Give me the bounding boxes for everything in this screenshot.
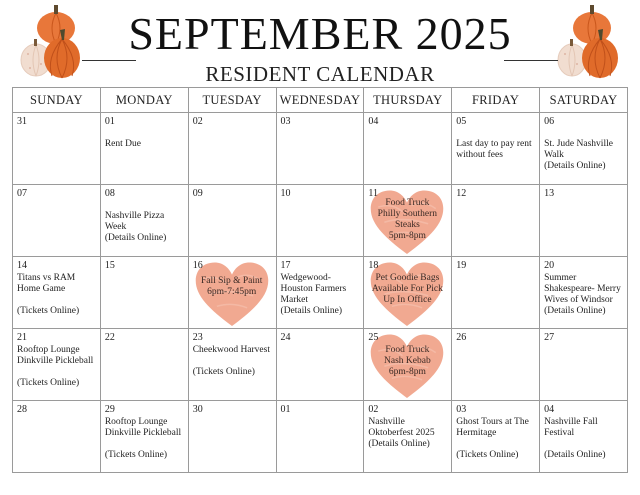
calendar-week-row — [13, 257, 628, 329]
event-text: Fall Sip & Paint 6pm-7:45pm — [200, 276, 263, 297]
day-number: 04 — [544, 404, 555, 415]
weekday-header-sunday: SUNDAY — [13, 88, 101, 113]
weekday-header-monday: MONDAY — [100, 88, 188, 113]
day-number: 31 — [17, 116, 27, 127]
event-text: Rent Due — [104, 139, 141, 149]
day-number: 02 — [192, 116, 203, 127]
day-number: 01 — [104, 116, 115, 127]
calendar-day-cell — [100, 329, 188, 401]
day-number: 16 — [192, 260, 203, 271]
calendar-day-cell — [452, 257, 540, 329]
calendar-day-cell — [188, 401, 276, 473]
day-number: 20 — [544, 260, 555, 271]
calendar-day-cell — [452, 113, 540, 185]
calendar-week-row — [13, 329, 628, 401]
calendar-day-cell — [13, 113, 101, 185]
day-number: 02 — [368, 404, 379, 415]
day-number: 15 — [104, 260, 115, 271]
event-text: Rooftop Lounge Dinkville Pickleball (Tickets Online) — [104, 417, 182, 460]
weekday-header-friday: FRIDAY — [452, 88, 540, 113]
calendar-day-cell — [100, 401, 188, 473]
day-number: 05 — [456, 116, 467, 127]
title-divider-right — [504, 60, 558, 61]
day-number: 14 — [17, 260, 27, 271]
calendar-title: SEPTEMBER 2025 — [128, 8, 512, 59]
event-text: Cheekwood Harvest (Tickets Online) — [192, 345, 270, 377]
title-divider-left — [82, 60, 136, 61]
calendar-day-cell — [276, 257, 364, 329]
calendar-day-cell — [13, 401, 101, 473]
day-number: 07 — [17, 188, 27, 199]
calendar-day-cell — [188, 185, 276, 257]
calendar-day-cell — [188, 329, 276, 401]
calendar-day-cell — [540, 329, 628, 401]
day-number: 25 — [368, 332, 379, 343]
calendar-day-cell — [364, 401, 452, 473]
calendar-day-cell — [100, 257, 188, 329]
calendar-day-cell — [452, 401, 540, 473]
calendar-weeks — [13, 113, 628, 473]
day-number: 17 — [280, 260, 291, 271]
day-number: 21 — [17, 332, 27, 343]
calendar-day-cell — [540, 185, 628, 257]
event-text: Titans vs RAM Home Game (Tickets Online) — [17, 273, 80, 316]
calendar-day-cell — [452, 329, 540, 401]
day-number: 24 — [280, 332, 291, 343]
calendar-day-cell — [540, 113, 628, 185]
day-number: 26 — [456, 332, 467, 343]
weekday-header-wednesday: WEDNESDAY — [276, 88, 364, 113]
event-text: Nashville Pizza Week (Details Online) — [104, 211, 167, 243]
pumpkins-left-decoration — [16, 2, 86, 82]
calendar-day-cell — [276, 113, 364, 185]
day-number: 27 — [544, 332, 555, 343]
day-number: 03 — [456, 404, 467, 415]
event-text: Nashville Oktoberfest 2025 (Details Online) — [368, 417, 435, 449]
weekday-header-tuesday: TUESDAY — [188, 88, 276, 113]
event-text: Pet Goodie Bags Available For Pick Up In Office — [371, 273, 443, 305]
calendar-week-row — [13, 185, 628, 257]
event-text: Food Truck Philly Southern Steaks 5pm-8pm — [377, 198, 438, 241]
calendar-day-cell — [276, 401, 364, 473]
weekday-header-thursday: THURSDAY — [364, 88, 452, 113]
event-text: Rooftop Lounge Dinkville Pickleball (Tickets Online) — [17, 345, 94, 388]
day-number: 04 — [368, 116, 379, 127]
day-number: 22 — [104, 332, 115, 343]
pumpkins-right-decoration — [554, 2, 624, 82]
calendar-day-cell — [100, 185, 188, 257]
event-text: St. Jude Nashville Walk (Details Online) — [544, 139, 613, 171]
calendar-week-row — [13, 113, 628, 185]
calendar-day-cell — [13, 257, 101, 329]
day-number: 08 — [104, 188, 115, 199]
calendar-week-row — [13, 401, 628, 473]
day-number: 01 — [280, 404, 291, 415]
calendar-subtitle: RESIDENT CALENDAR — [205, 62, 435, 86]
day-number: 10 — [280, 188, 291, 199]
calendar-day-cell — [188, 113, 276, 185]
calendar-day-cell — [188, 257, 276, 329]
calendar-day-cell — [452, 185, 540, 257]
calendar-grid — [12, 87, 628, 473]
day-number: 13 — [544, 188, 555, 199]
event-text: Wedgewood- Houston Farmers Market (Details Online) — [280, 273, 347, 316]
day-number: 09 — [192, 188, 203, 199]
day-number: 06 — [544, 116, 555, 127]
day-number: 18 — [368, 260, 379, 271]
event-text: Nashville Fall Festival (Details Online) — [544, 417, 606, 460]
weekday-header-saturday: SATURDAY — [540, 88, 628, 113]
day-number: 23 — [192, 332, 203, 343]
calendar-day-cell — [276, 185, 364, 257]
event-text: Last day to pay rent without fees — [456, 139, 532, 160]
event-text: Ghost Tours at The Hermitage (Tickets Online) — [456, 417, 529, 460]
calendar-day-cell — [364, 185, 452, 257]
day-number: 12 — [456, 188, 467, 199]
day-number: 30 — [192, 404, 203, 415]
calendar-day-cell — [364, 329, 452, 401]
day-number: 11 — [368, 188, 379, 199]
calendar-day-cell — [13, 185, 101, 257]
event-text: Summer Shakespeare- Merry Wives of Windsor (Details Online) — [544, 273, 621, 316]
calendar-day-cell — [540, 401, 628, 473]
event-text: Food Truck Nash Kebab 6pm-8pm — [384, 345, 431, 377]
day-number: 03 — [280, 116, 291, 127]
weekday-header-row — [13, 88, 628, 113]
calendar-day-cell — [13, 329, 101, 401]
day-number: 28 — [17, 404, 27, 415]
calendar-day-cell — [100, 113, 188, 185]
day-number: 29 — [104, 404, 115, 415]
calendar-day-cell — [364, 113, 452, 185]
day-number: 19 — [456, 260, 467, 271]
calendar-day-cell — [276, 329, 364, 401]
calendar-day-cell — [540, 257, 628, 329]
calendar-day-cell — [364, 257, 452, 329]
